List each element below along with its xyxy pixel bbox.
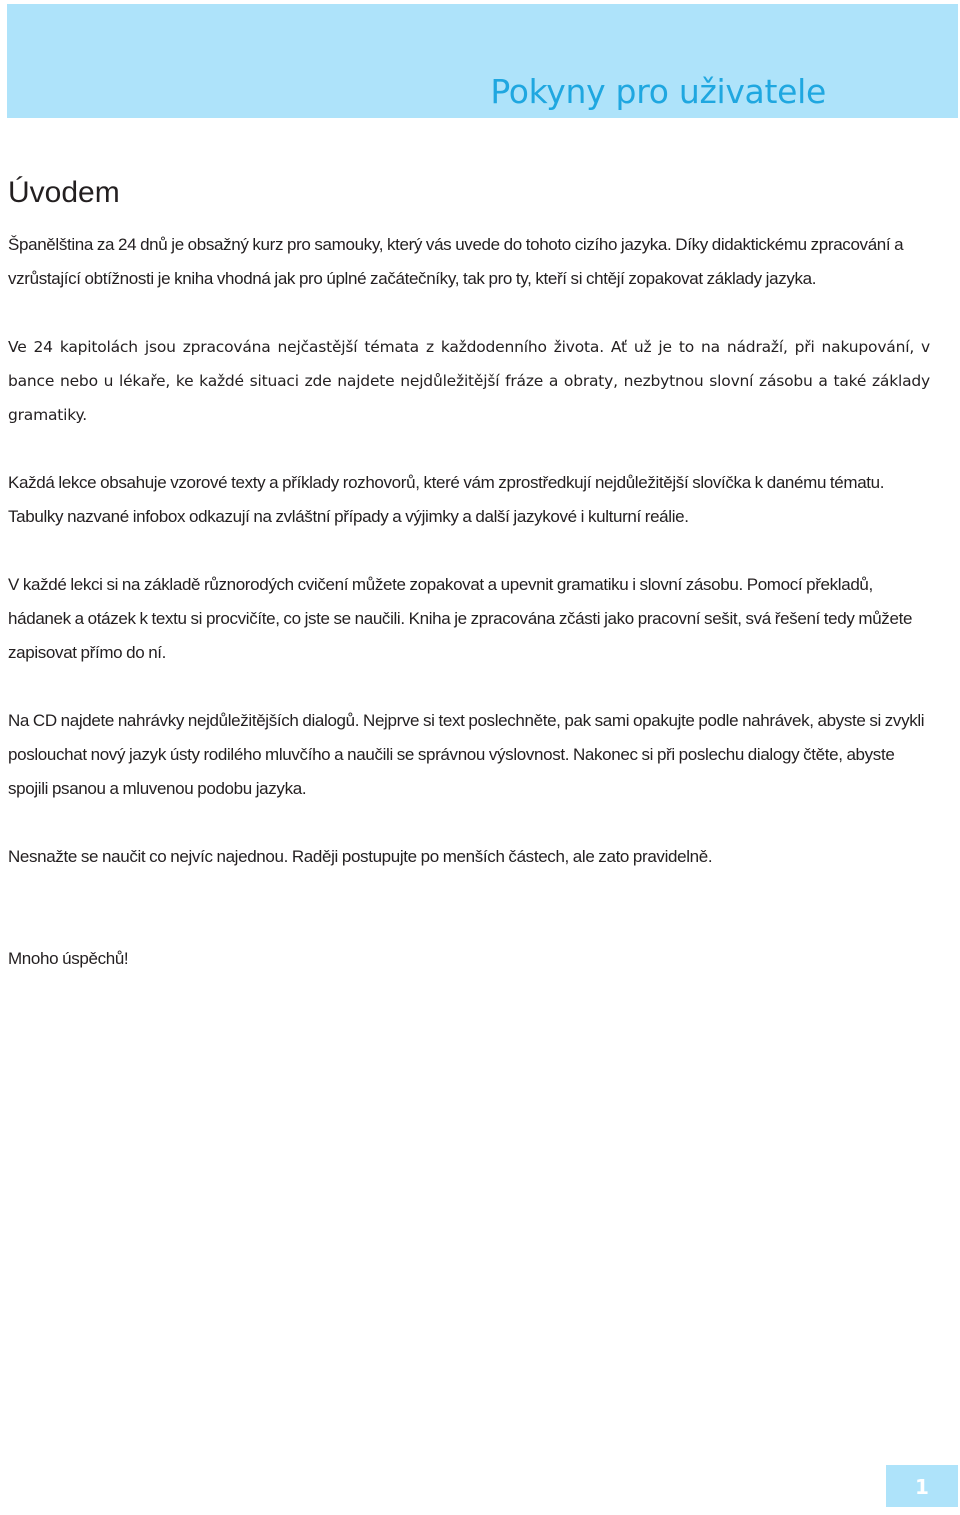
intro-closing: Mnoho úspěchů! <box>8 949 129 968</box>
page-number-badge <box>886 1465 958 1507</box>
page-title: Pokyny pro uživatele <box>490 72 826 111</box>
intro-paragraph-lessons: Každá lekce obsahuje vzorové texty a příklady rozhovorů, které vám zprostředkují nejdůležitější slovíčka k danému tématu. Tabulky nazvané infobox odkazují na zvláštní případy a výjimky a další jazykové i kulturní reálie. <box>8 473 885 526</box>
intro-paragraph-topics: Ve 24 kapitolách jsou zpracována nejčastější témata z každodenního života. Ať už je to na nádraží, při nakupování, v bance nebo u lékaře, ke každé situaci zde najdete nejdůležitější fráze a obraty, nezbytnou slovní zásobu a také základy gramatiky. <box>8 338 930 424</box>
intro-content <box>8 228 930 976</box>
intro-paragraph-exercises: V každé lekci si na základě různorodých cvičení můžete zopakovat a upevnit gramatiku i slovní zásobu. Pomocí překladů, hádanek a otázek k textu si procvičíte, co jste se naučili. Kniha je zpracována zčásti jako pracovní sešit, svá řešení tedy můžete zapisovat přímo do ní. <box>8 575 913 662</box>
page-number: 1 <box>915 1475 929 1499</box>
intro-paragraph-advice: Nesnažte se naučit co nejvíc najednou. Raději postupujte po menších částech, ale zato pravidelně. <box>8 847 713 866</box>
section-heading: Úvodem <box>8 176 120 209</box>
intro-paragraph-cd: Na CD najdete nahrávky nejdůležitějších dialogů. Nejprve si text poslechněte, pak sami opakujte podle nahrávek, abyste si zvykli poslouchat nový jazyk ústy rodilého mluvčího a naučili se správnou výslovnost. Nakonec si při poslechu dialogy čtěte, abyste spojili psanou a mluvenou podobu jazyka. <box>8 711 925 798</box>
intro-paragraph-overview: Španělština za 24 dnů je obsažný kurz pro samouky, který vás uvede do tohoto cizího jazyka. Díky didaktickému zpracování a vzrůstající obtížnosti je kniha vhodná jak pro úplné začátečníky, tak pro ty, kteří si chtějí zopakovat základy jazyka. <box>8 235 904 288</box>
